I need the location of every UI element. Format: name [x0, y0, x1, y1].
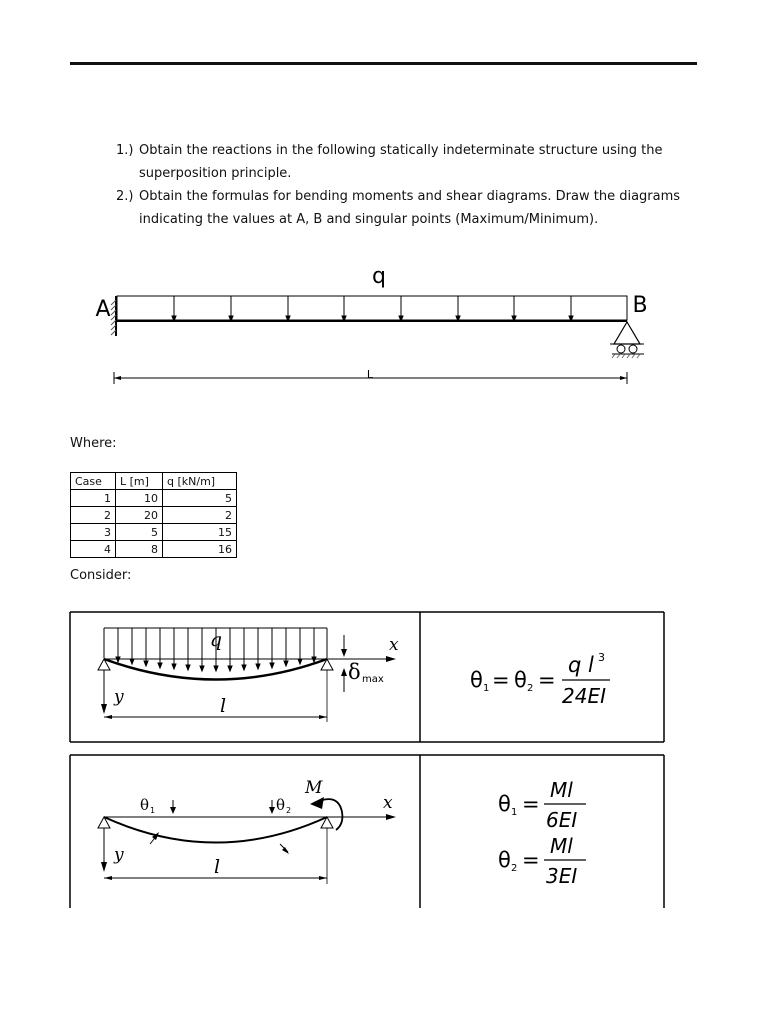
case-a-formula	[470, 651, 610, 708]
reference-cases	[0, 600, 768, 920]
question-1-line-2: superposition principle.	[139, 166, 292, 181]
beam-diagram	[0, 250, 768, 390]
case-b-moment-label: M	[305, 778, 323, 798]
case-a-theta-1: θ	[470, 668, 483, 692]
table-cell: 5	[163, 490, 237, 507]
case-a-eq-2: =	[538, 668, 556, 692]
beam-right-label: B	[632, 293, 648, 318]
case-a-theta-1-sub: 1	[483, 683, 490, 694]
table-cell: 5	[116, 524, 163, 541]
case-a-eq-1: =	[492, 668, 510, 692]
table-header-case: Case	[71, 473, 116, 490]
table-cell: 2	[71, 507, 116, 524]
table-header-load: q [kN/m]	[163, 473, 237, 490]
fixed-support	[111, 296, 116, 336]
case-b-denominator-1: 6EI	[546, 808, 578, 832]
case-b-theta-2-sub: 2	[511, 863, 518, 874]
table-cell: 15	[163, 524, 237, 541]
load-arrows	[172, 296, 573, 321]
case-a-numerator: q l	[568, 653, 594, 677]
case-a-denominator: 24EI	[562, 684, 606, 708]
table-header-length: L [m]	[116, 473, 163, 490]
case-b-formula	[498, 778, 586, 888]
beam-load-label: q	[372, 264, 386, 289]
question-1-line-1: Obtain the reactions in the following statically indeterminate structure using the	[139, 143, 663, 158]
case-a-numerator-exp: 3	[598, 651, 605, 664]
cases-table	[70, 472, 237, 558]
case-b-theta-1-sub: 1	[511, 807, 518, 818]
where-label: Where:	[70, 436, 117, 451]
case-b-theta-2-sub: 2	[286, 806, 292, 815]
table-cell: 10	[116, 490, 163, 507]
case-b-theta-2: θ	[498, 848, 511, 872]
case-a-delta-label: δ	[348, 660, 361, 684]
top-rule	[70, 62, 697, 65]
case-a-theta-2: θ	[514, 668, 527, 692]
table-cell: 8	[116, 541, 163, 558]
table-cell: 4	[71, 541, 116, 558]
question-2-line-1: Obtain the formulas for bending moments and shear diagrams. Draw the diagrams	[139, 189, 681, 204]
table-row	[71, 524, 237, 541]
case-b-length-label: l	[214, 856, 221, 878]
case-a-theta-2-sub: 2	[527, 683, 534, 694]
table-cell: 16	[163, 541, 237, 558]
table-cell: 20	[116, 507, 163, 524]
beam-left-label: A	[95, 297, 111, 322]
consider-label: Consider:	[70, 568, 132, 583]
case-b-eq-1: =	[522, 792, 540, 816]
case-b-deflected-beam	[104, 817, 327, 843]
case-a-delta-sub: max	[362, 674, 384, 685]
case-b-x-label: x	[383, 793, 393, 813]
table-cell: 1	[71, 490, 116, 507]
roller-support	[610, 322, 644, 358]
table-header-row	[71, 473, 237, 490]
distributed-load-box	[117, 296, 627, 320]
beam-span-label: L	[366, 368, 374, 381]
case-b-denominator-2: 3EI	[546, 864, 578, 888]
case-b-y-label: y	[114, 845, 124, 865]
question-2-line-2: indicating the values at A, B and singular points (Maximum/Minimum).	[139, 212, 599, 227]
table-row	[71, 507, 237, 524]
table-cell: 3	[71, 524, 116, 541]
table-row	[71, 490, 237, 507]
case-a-x-label: x	[389, 635, 399, 655]
case-a-length-label: l	[220, 695, 227, 717]
case-a-diagram	[98, 628, 399, 722]
case-a-y-label: y	[114, 687, 124, 707]
case-a-load-label: q	[209, 629, 223, 651]
case-b-theta-1-label: θ	[140, 796, 150, 814]
case-b-theta-1-sub: 1	[150, 806, 156, 815]
case-b-numerator-2: Ml	[550, 834, 573, 858]
question-2-number: 2.)	[116, 189, 134, 204]
table-row	[71, 541, 237, 558]
case-b-theta-2-label: θ	[276, 796, 286, 814]
question-1-number: 1.)	[116, 143, 134, 158]
table-cell: 2	[163, 507, 237, 524]
case-b-theta-1: θ	[498, 792, 511, 816]
case-b-diagram	[98, 778, 396, 884]
case-b-numerator-1: Ml	[550, 778, 573, 802]
case-b-eq-2: =	[522, 848, 540, 872]
